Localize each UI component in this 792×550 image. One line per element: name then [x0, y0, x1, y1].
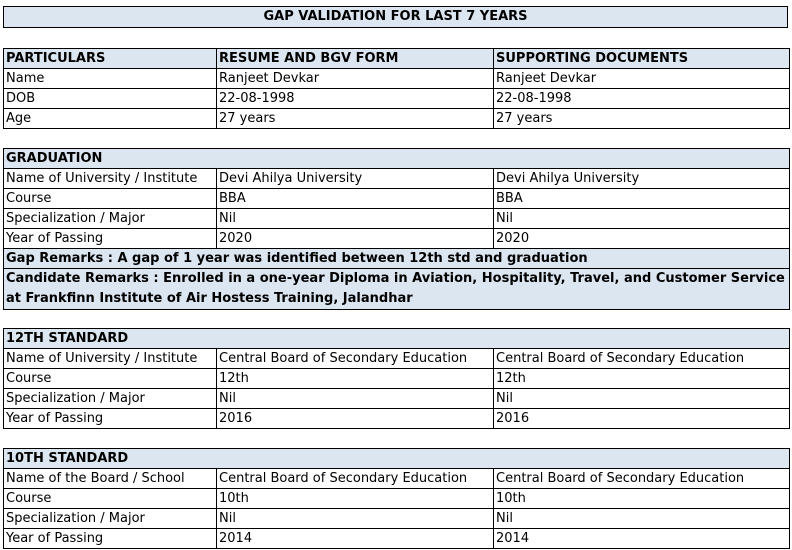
document-value: 2014	[494, 529, 790, 549]
gap-remarks: Gap Remarks : A gap of 1 year was identified between 12th std and graduation	[4, 249, 790, 269]
row-label: Name of the Board / School	[4, 469, 217, 489]
row-label: Name of University / Institute	[4, 349, 217, 369]
document-value: 27 years	[494, 109, 790, 129]
resume-value: Ranjeet Devkar	[217, 69, 494, 89]
table-row	[4, 189, 790, 209]
document-value: Nil	[494, 389, 790, 409]
table-row	[4, 369, 790, 389]
document-value: Ranjeet Devkar	[494, 69, 790, 89]
section-heading-row	[4, 149, 790, 169]
resume-value: Devi Ahilya University	[217, 169, 494, 189]
table-row	[4, 489, 790, 509]
header-documents: SUPPORTING DOCUMENTS	[494, 49, 790, 69]
row-label: Year of Passing	[4, 529, 217, 549]
header-row	[4, 49, 790, 69]
page-title: GAP VALIDATION FOR LAST 7 YEARS	[3, 6, 788, 28]
table-row	[4, 529, 790, 549]
resume-value: Nil	[217, 389, 494, 409]
section-heading: GRADUATION	[4, 149, 790, 169]
row-label: Specialization / Major	[4, 389, 217, 409]
row-label: DOB	[4, 89, 217, 109]
resume-value: 22-08-1998	[217, 89, 494, 109]
row-label: Year of Passing	[4, 409, 217, 429]
table-row	[4, 89, 790, 109]
document-value: Nil	[494, 209, 790, 229]
resume-value: 2016	[217, 409, 494, 429]
twelfth-table	[3, 328, 790, 429]
resume-value: Nil	[217, 209, 494, 229]
section-heading-row	[4, 329, 790, 349]
row-label: Course	[4, 369, 217, 389]
resume-value: Nil	[217, 509, 494, 529]
table-row	[4, 169, 790, 189]
resume-value: 12th	[217, 369, 494, 389]
table-row	[4, 209, 790, 229]
resume-value: 10th	[217, 489, 494, 509]
candidate-remarks-row	[4, 269, 790, 310]
personal-table	[3, 48, 790, 129]
row-label: Name of University / Institute	[4, 169, 217, 189]
resume-value: 2014	[217, 529, 494, 549]
section-heading-row	[4, 449, 790, 469]
table-row	[4, 389, 790, 409]
document-value: BBA	[494, 189, 790, 209]
row-label: Name	[4, 69, 217, 89]
document-value: Devi Ahilya University	[494, 169, 790, 189]
resume-value: 27 years	[217, 109, 494, 129]
document-value: Nil	[494, 509, 790, 529]
resume-value: BBA	[217, 189, 494, 209]
tenth-table	[3, 448, 790, 549]
row-label: Year of Passing	[4, 229, 217, 249]
resume-value: Central Board of Secondary Education	[217, 349, 494, 369]
table-row	[4, 349, 790, 369]
resume-value: Central Board of Secondary Education	[217, 469, 494, 489]
gap-remarks-row	[4, 249, 790, 269]
row-label: Age	[4, 109, 217, 129]
document-value: 2016	[494, 409, 790, 429]
table-row	[4, 509, 790, 529]
table-row	[4, 469, 790, 489]
document-value: Central Board of Secondary Education	[494, 469, 790, 489]
resume-value: 2020	[217, 229, 494, 249]
document-value: 22-08-1998	[494, 89, 790, 109]
document-value: 10th	[494, 489, 790, 509]
document-value: 12th	[494, 369, 790, 389]
graduation-table	[3, 148, 790, 310]
header-particulars: PARTICULARS	[4, 49, 217, 69]
row-label: Specialization / Major	[4, 509, 217, 529]
section-heading: 10TH STANDARD	[4, 449, 790, 469]
candidate-remarks: Candidate Remarks : Enrolled in a one-year Diploma in Aviation, Hospitality, Travel, and Customer Service at Frankfinn Institute of Air Hostess Training, Jalandhar	[4, 269, 790, 310]
document-value: Central Board of Secondary Education	[494, 349, 790, 369]
row-label: Course	[4, 489, 217, 509]
row-label: Course	[4, 189, 217, 209]
table-row	[4, 409, 790, 429]
table-row	[4, 109, 790, 129]
row-label: Specialization / Major	[4, 209, 217, 229]
document-value: 2020	[494, 229, 790, 249]
table-row	[4, 229, 790, 249]
section-heading: 12TH STANDARD	[4, 329, 790, 349]
table-row	[4, 69, 790, 89]
header-resume: RESUME AND BGV FORM	[217, 49, 494, 69]
